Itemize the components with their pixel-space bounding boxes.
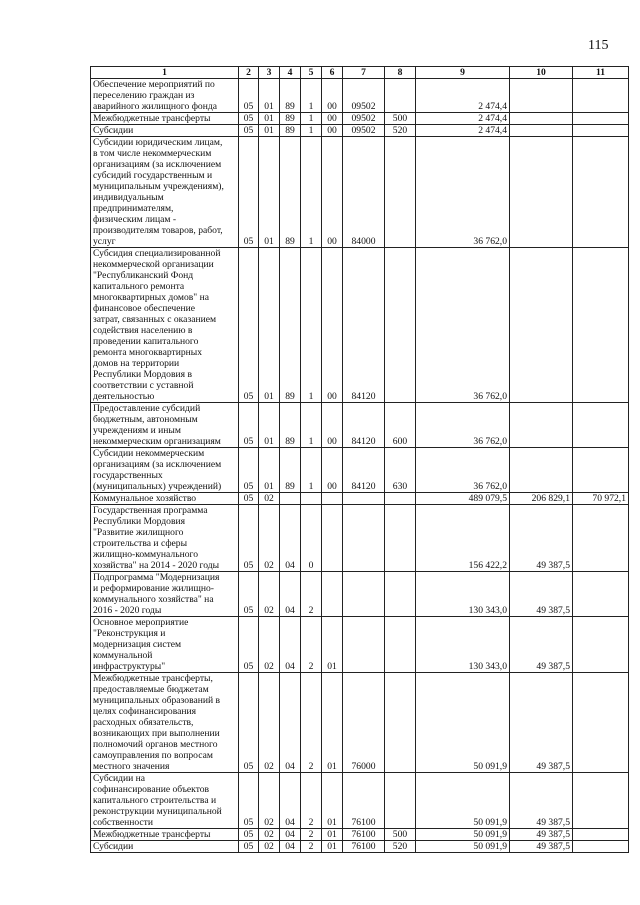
target-item-code: 76100	[343, 841, 385, 853]
amount-col-10: 49 387,5	[510, 829, 573, 841]
table-row	[91, 448, 629, 493]
event-code	[322, 572, 343, 617]
section-code: 05	[239, 493, 259, 505]
amount-col-10: 49 387,5	[510, 572, 573, 617]
row-name: Субсидии некоммерческим организациям (за исключением государственных (муниципальных) учреждений)	[91, 448, 239, 493]
subprogram-code: 2	[301, 617, 322, 673]
column-header: 3	[259, 67, 280, 79]
row-name: Межбюджетные трансферты	[91, 829, 239, 841]
row-name: Субсидия специализированной некоммерческой организации "Республиканский Фонд капитального ремонта многоквартирных домов" на финансовое обеспечение затрат, связанных с оказанием содействия населению в проведении капитального ремонта многоквартирных домов на территории Республики Мордовия в соответствии с уставной деятельностью	[91, 248, 239, 403]
program-code: 89	[280, 248, 301, 403]
column-header: 9	[416, 67, 510, 79]
program-code: 89	[280, 79, 301, 113]
amount-col-9: 50 091,9	[416, 673, 510, 773]
column-header: 5	[301, 67, 322, 79]
amount-col-11	[573, 841, 629, 853]
event-code: 01	[322, 617, 343, 673]
event-code: 00	[322, 248, 343, 403]
row-name: Предоставление субсидий бюджетным, автономным учреждениям и иным некоммерческим организациям	[91, 403, 239, 448]
section-code: 05	[239, 403, 259, 448]
program-code: 89	[280, 137, 301, 248]
amount-col-11	[573, 448, 629, 493]
subsection-code: 01	[259, 125, 280, 137]
subsection-code: 01	[259, 248, 280, 403]
subsection-code: 01	[259, 137, 280, 248]
amount-col-10	[510, 113, 573, 125]
expense-type-code	[385, 79, 416, 113]
amount-col-10	[510, 448, 573, 493]
row-name: Межбюджетные трансферты	[91, 113, 239, 125]
expense-type-code	[385, 248, 416, 403]
event-code	[322, 505, 343, 572]
program-code: 04	[280, 773, 301, 829]
row-name: Государственная программа Республики Мордовия "Развитие жилищного строительства и сферы жилищно-коммунального хозяйства" на 2014 - 2020 годы	[91, 505, 239, 572]
program-code	[280, 493, 301, 505]
amount-col-10: 206 829,1	[510, 493, 573, 505]
target-item-code: 84120	[343, 403, 385, 448]
subsection-code: 02	[259, 493, 280, 505]
event-code: 00	[322, 79, 343, 113]
subsection-code: 02	[259, 841, 280, 853]
subsection-code: 02	[259, 673, 280, 773]
subprogram-code: 2	[301, 829, 322, 841]
target-item-code: 09502	[343, 113, 385, 125]
section-code: 05	[239, 448, 259, 493]
target-item-code	[343, 493, 385, 505]
amount-col-9: 50 091,9	[416, 829, 510, 841]
table-row	[91, 841, 629, 853]
subprogram-code: 1	[301, 125, 322, 137]
amount-col-10	[510, 125, 573, 137]
expense-type-code: 630	[385, 448, 416, 493]
amount-col-11	[573, 125, 629, 137]
section-code: 05	[239, 248, 259, 403]
amount-col-11	[573, 829, 629, 841]
subsection-code: 01	[259, 448, 280, 493]
table-row	[91, 572, 629, 617]
subprogram-code: 1	[301, 448, 322, 493]
amount-col-9: 36 762,0	[416, 403, 510, 448]
row-name: Подпрограмма "Модернизация и реформирование жилищно- коммунального хозяйства" на 2016 - 2020 годы	[91, 572, 239, 617]
subprogram-code: 2	[301, 572, 322, 617]
subsection-code: 01	[259, 403, 280, 448]
expense-type-code	[385, 493, 416, 505]
section-code: 05	[239, 829, 259, 841]
amount-col-11	[573, 113, 629, 125]
subprogram-code: 1	[301, 79, 322, 113]
table-row	[91, 617, 629, 673]
expense-type-code: 520	[385, 841, 416, 853]
amount-col-10: 49 387,5	[510, 841, 573, 853]
target-item-code	[343, 617, 385, 673]
section-code: 05	[239, 113, 259, 125]
subprogram-code: 1	[301, 248, 322, 403]
table-row	[91, 113, 629, 125]
amount-col-9: 50 091,9	[416, 773, 510, 829]
table-row	[91, 773, 629, 829]
event-code: 00	[322, 403, 343, 448]
amount-col-9: 489 079,5	[416, 493, 510, 505]
table-row	[91, 493, 629, 505]
program-code: 89	[280, 403, 301, 448]
program-code: 04	[280, 841, 301, 853]
row-name: Субсидии	[91, 125, 239, 137]
page-number: 115	[588, 38, 609, 53]
column-header: 2	[239, 67, 259, 79]
amount-col-10	[510, 403, 573, 448]
amount-col-9: 36 762,0	[416, 448, 510, 493]
subprogram-code: 0	[301, 505, 322, 572]
event-code	[322, 493, 343, 505]
program-code: 04	[280, 572, 301, 617]
target-item-code: 09502	[343, 125, 385, 137]
section-code: 05	[239, 572, 259, 617]
amount-col-9: 2 474,4	[416, 125, 510, 137]
table-row	[91, 829, 629, 841]
expense-type-code	[385, 673, 416, 773]
row-name: Коммунальное хозяйство	[91, 493, 239, 505]
table-row	[91, 403, 629, 448]
amount-col-11	[573, 248, 629, 403]
target-item-code: 84120	[343, 248, 385, 403]
target-item-code	[343, 505, 385, 572]
amount-col-11	[573, 617, 629, 673]
target-item-code: 84000	[343, 137, 385, 248]
subprogram-code: 1	[301, 113, 322, 125]
table-row	[91, 79, 629, 113]
amount-col-10: 49 387,5	[510, 673, 573, 773]
amount-col-9: 36 762,0	[416, 137, 510, 248]
expense-type-code: 500	[385, 113, 416, 125]
column-header: 10	[510, 67, 573, 79]
expense-type-code	[385, 505, 416, 572]
budget-table	[90, 66, 629, 853]
expense-type-code	[385, 773, 416, 829]
column-header: 4	[280, 67, 301, 79]
expense-type-code: 520	[385, 125, 416, 137]
subsection-code: 02	[259, 829, 280, 841]
table-row	[91, 125, 629, 137]
amount-col-9: 2 474,4	[416, 113, 510, 125]
subsection-code: 02	[259, 505, 280, 572]
amount-col-10: 49 387,5	[510, 617, 573, 673]
amount-col-11	[573, 403, 629, 448]
program-code: 04	[280, 505, 301, 572]
target-item-code	[343, 572, 385, 617]
section-code: 05	[239, 841, 259, 853]
subsection-code: 02	[259, 617, 280, 673]
section-code: 05	[239, 505, 259, 572]
column-header: 11	[573, 67, 629, 79]
target-item-code: 76000	[343, 673, 385, 773]
event-code: 00	[322, 113, 343, 125]
column-header: 6	[322, 67, 343, 79]
subprogram-code: 1	[301, 137, 322, 248]
target-item-code: 76100	[343, 773, 385, 829]
table-row	[91, 248, 629, 403]
amount-col-9: 156 422,2	[416, 505, 510, 572]
amount-col-11	[573, 673, 629, 773]
amount-col-9: 50 091,9	[416, 841, 510, 853]
row-name: Субсидии юридическим лицам, в том числе некоммерческим организациям (за исключением субсидий государственным и муниципальным учреждениям), индивидуальным предпринимателям, физическим лицам - производителям товаров, работ, услуг	[91, 137, 239, 248]
amount-col-10	[510, 137, 573, 248]
column-number-row	[91, 67, 629, 79]
program-code: 89	[280, 125, 301, 137]
section-code: 05	[239, 137, 259, 248]
row-name: Субсидии	[91, 841, 239, 853]
program-code: 04	[280, 829, 301, 841]
expense-type-code	[385, 572, 416, 617]
section-code: 05	[239, 125, 259, 137]
amount-col-9: 130 343,0	[416, 617, 510, 673]
event-code: 00	[322, 137, 343, 248]
column-header: 8	[385, 67, 416, 79]
row-name: Субсидии на софинансирование объектов капитального строительства и реконструкции муниципальной собственности	[91, 773, 239, 829]
event-code: 01	[322, 829, 343, 841]
amount-col-10: 49 387,5	[510, 505, 573, 572]
subprogram-code	[301, 493, 322, 505]
program-code: 04	[280, 617, 301, 673]
amount-col-10: 49 387,5	[510, 773, 573, 829]
expense-type-code: 500	[385, 829, 416, 841]
event-code: 00	[322, 448, 343, 493]
program-code: 04	[280, 673, 301, 773]
amount-col-9: 2 474,4	[416, 79, 510, 113]
event-code: 01	[322, 773, 343, 829]
section-code: 05	[239, 617, 259, 673]
amount-col-11	[573, 773, 629, 829]
column-header: 7	[343, 67, 385, 79]
section-code: 05	[239, 79, 259, 113]
expense-type-code	[385, 137, 416, 248]
table-row	[91, 505, 629, 572]
expense-type-code: 600	[385, 403, 416, 448]
program-code: 89	[280, 448, 301, 493]
amount-col-9: 130 343,0	[416, 572, 510, 617]
expense-type-code	[385, 617, 416, 673]
amount-col-10	[510, 248, 573, 403]
amount-col-11	[573, 572, 629, 617]
event-code: 01	[322, 841, 343, 853]
table-row	[91, 137, 629, 248]
target-item-code: 84120	[343, 448, 385, 493]
subprogram-code: 2	[301, 841, 322, 853]
amount-col-11	[573, 79, 629, 113]
table-row	[91, 673, 629, 773]
target-item-code: 76100	[343, 829, 385, 841]
amount-col-11	[573, 137, 629, 248]
amount-col-9: 36 762,0	[416, 248, 510, 403]
event-code: 01	[322, 673, 343, 773]
subsection-code: 01	[259, 79, 280, 113]
program-code: 89	[280, 113, 301, 125]
row-name: Основное мероприятие "Реконструкция и модернизация систем коммунальной инфраструктуры"	[91, 617, 239, 673]
event-code: 00	[322, 125, 343, 137]
target-item-code: 09502	[343, 79, 385, 113]
subsection-code: 01	[259, 113, 280, 125]
subprogram-code: 2	[301, 773, 322, 829]
amount-col-10	[510, 79, 573, 113]
subsection-code: 02	[259, 773, 280, 829]
amount-col-11: 70 972,1	[573, 493, 629, 505]
subsection-code: 02	[259, 572, 280, 617]
section-code: 05	[239, 773, 259, 829]
row-name: Межбюджетные трансферты, предоставляемые бюджетам муниципальных образований в целях софинансирования расходных обязательств, возникающих при выполнении полномочий органов местного самоуправления по вопросам местного значения	[91, 673, 239, 773]
section-code: 05	[239, 673, 259, 773]
subprogram-code: 1	[301, 403, 322, 448]
row-name: Обеспечение мероприятий по переселению граждан из аварийного жилищного фонда	[91, 79, 239, 113]
amount-col-11	[573, 505, 629, 572]
column-header: 1	[91, 67, 239, 79]
subprogram-code: 2	[301, 673, 322, 773]
